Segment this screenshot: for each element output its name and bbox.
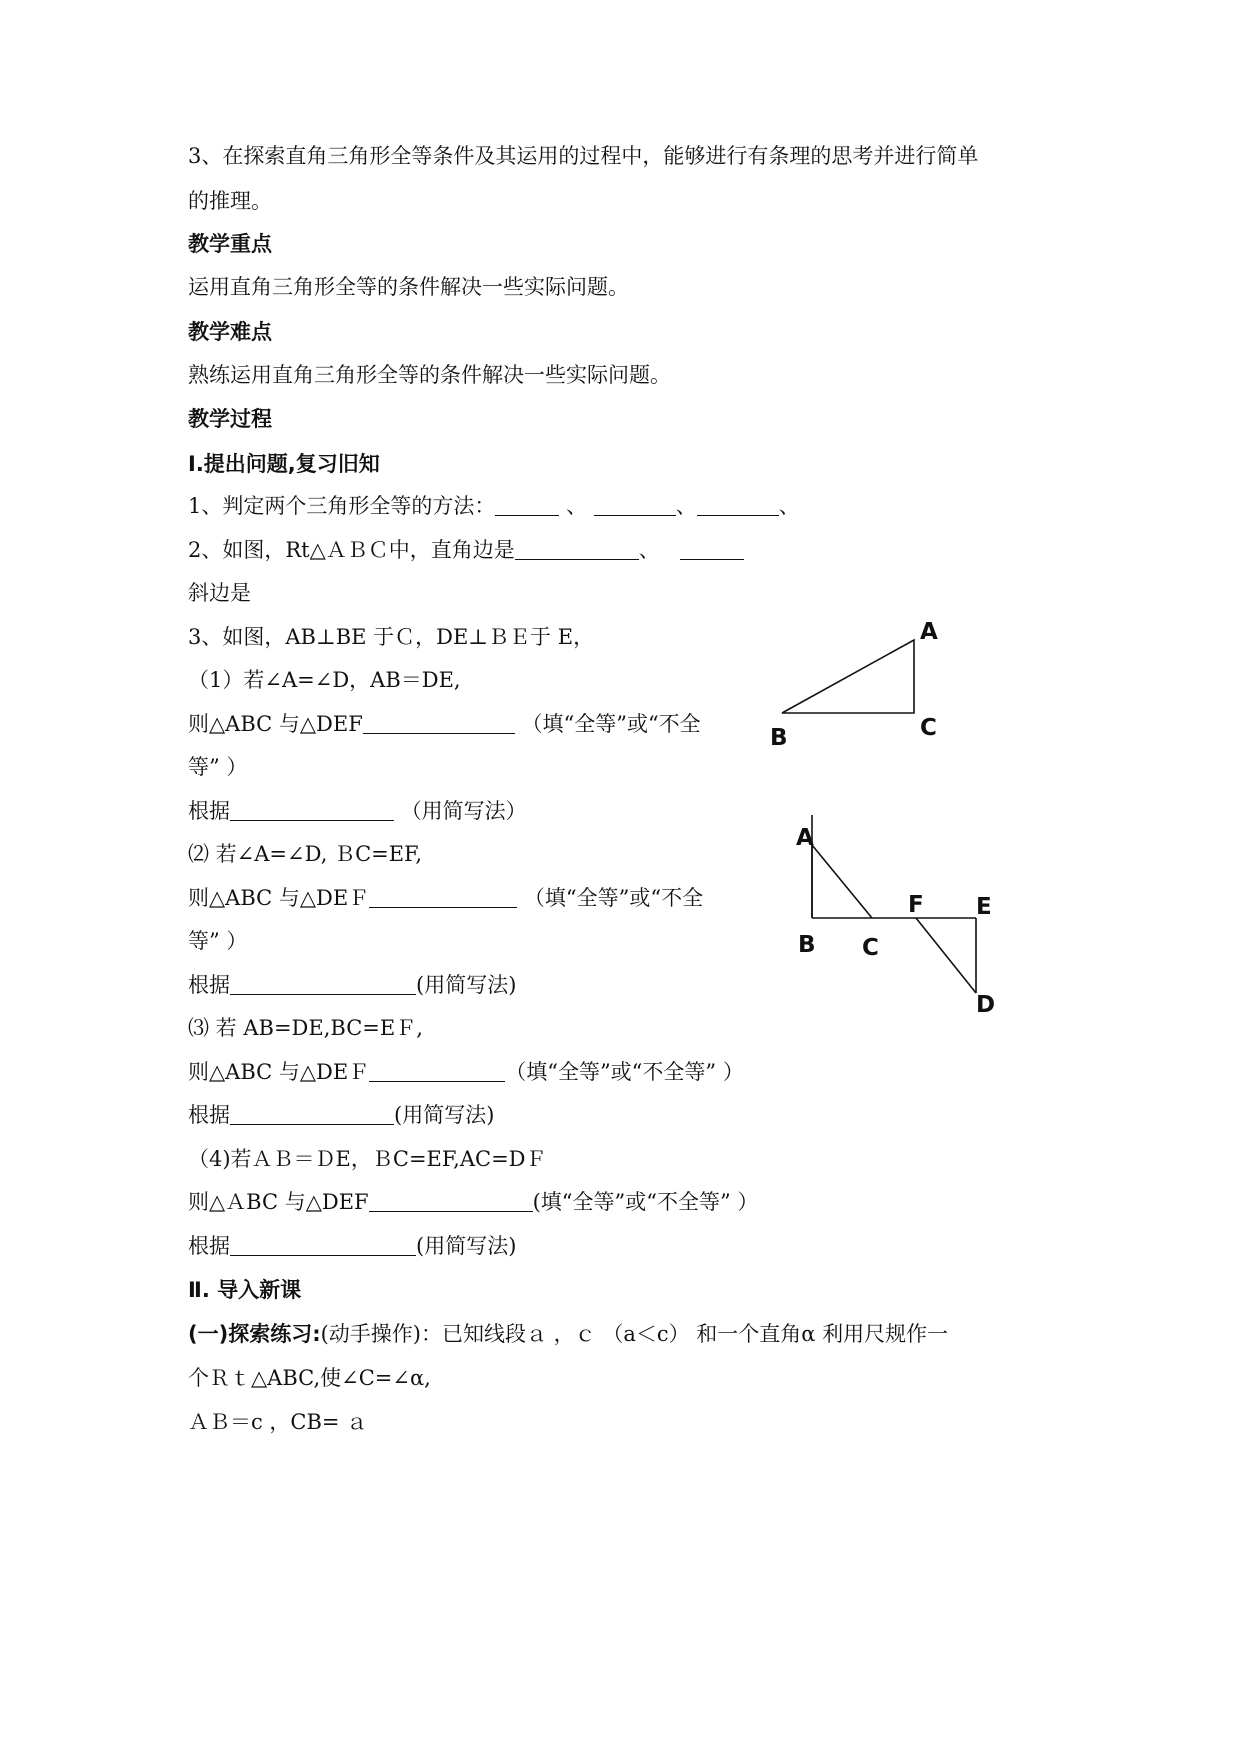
- vertex-label-b: B: [770, 725, 788, 745]
- basis-label: 根据: [188, 1234, 230, 1258]
- segment-ac: [812, 845, 872, 918]
- then-text: 则△ABC 与△DEＦ: [188, 886, 370, 910]
- then-text: 则△ABC 与△DEＦ: [188, 1060, 370, 1084]
- answer-blank[interactable]: [369, 1193, 533, 1212]
- objective-3-line2: 的推理。: [188, 189, 272, 213]
- q3-part4-basis: [188, 1232, 516, 1260]
- figure-two-triangles: [780, 815, 1020, 1015]
- q3-part4-then: [188, 1188, 758, 1216]
- vertex-label-b: B: [798, 932, 816, 958]
- answer-blank[interactable]: [594, 497, 676, 516]
- q3-part2-fill-note-cont: 等” ）: [188, 929, 248, 953]
- difficulty-text: 熟练运用直角三角形全等的条件解决一些实际问题。: [188, 363, 671, 387]
- basis-note: (用简写法): [416, 973, 517, 997]
- answer-blank[interactable]: [230, 976, 416, 995]
- explore-line3: ＡＢ＝c ，CB= ａ: [188, 1410, 368, 1434]
- question-2-text: 2、如图，Rt△ＡＢＣ中，直角边是: [188, 538, 515, 562]
- basis-note: (用简写法): [416, 1234, 517, 1258]
- question-1-text: 1、判定两个三角形全等的方法：: [188, 494, 496, 518]
- fill-note: （填“全等”或“不全等” ）: [505, 1060, 744, 1084]
- answer-blank[interactable]: [697, 497, 779, 516]
- answer-blank[interactable]: [230, 802, 394, 821]
- basis-note: （用简写法）: [400, 799, 527, 823]
- segment-fd: [916, 918, 976, 993]
- separator: 、: [675, 494, 697, 518]
- question-3-intro: 3、如图，AB⊥BE 于Ｃ，DE⊥ＢＥ于 E，: [188, 625, 595, 649]
- explore-text: (动手操作)：已知线段ａ ，ｃ （a＜c） 和一个直角α 利用尺规作一: [320, 1322, 949, 1346]
- separator: 、: [638, 538, 660, 562]
- key-point-heading: 教学重点: [188, 232, 272, 256]
- q3-part3-condition: ⑶ 若 AB=DE,BC=EＦ,: [188, 1016, 423, 1040]
- question-1: [188, 492, 800, 520]
- process-heading: 教学过程: [188, 407, 272, 431]
- q3-part1-condition: （1）若∠A=∠D，AB＝DE,: [188, 668, 461, 692]
- q3-part3-basis: [188, 1101, 494, 1129]
- explore-label: (一)探索练习:: [188, 1322, 321, 1346]
- vertex-label-e: E: [976, 894, 992, 920]
- basis-label: 根据: [188, 1103, 230, 1127]
- key-point-text: 运用直角三角形全等的条件解决一些实际问题。: [188, 275, 629, 299]
- answer-blank[interactable]: [230, 1106, 394, 1125]
- vertex-label-a: A: [796, 825, 814, 851]
- triangle-abc: [782, 640, 914, 713]
- vertex-label-f: F: [908, 892, 924, 918]
- answer-blank[interactable]: [680, 541, 744, 560]
- q3-part1-basis: [188, 797, 527, 825]
- explore-line2: 个Ｒｔ△ABC,使∠C=∠α,: [188, 1366, 431, 1390]
- fill-note: （填“全等”或“不全: [523, 886, 704, 910]
- explore-exercise: [188, 1320, 948, 1348]
- answer-blank[interactable]: [495, 497, 559, 516]
- vertex-label-d: D: [976, 992, 996, 1015]
- fill-note: （填“全等”或“不全: [521, 712, 701, 736]
- q3-part1-fill-note-cont: 等” ）: [188, 755, 248, 779]
- q3-part2-basis: [188, 971, 516, 999]
- fill-note: (填“全等”或“不全等” ）: [532, 1190, 759, 1214]
- question-2-hypotenuse: 斜边是: [188, 581, 251, 605]
- section1-heading: Ⅰ.提出问题,复习旧知: [188, 452, 380, 476]
- answer-blank[interactable]: [230, 1237, 416, 1256]
- question-2: [188, 536, 744, 564]
- q3-part1-then: [188, 710, 701, 738]
- basis-label: 根据: [188, 973, 230, 997]
- section2-heading: Ⅱ. 导入新课: [188, 1278, 302, 1302]
- separator: 、: [778, 494, 800, 518]
- separator: 、: [566, 494, 588, 518]
- answer-blank[interactable]: [363, 715, 515, 734]
- vertex-label-a: A: [920, 619, 938, 645]
- vertex-label-c: C: [920, 715, 937, 741]
- q3-part2-then: [188, 884, 703, 912]
- q3-part2-condition: ⑵ 若∠A=∠D, ＢC=EF,: [188, 842, 423, 866]
- q3-part4-condition: （4)若ＡＢ＝ＤE，ＢC=EF,AC=DＦ: [188, 1147, 547, 1171]
- figure-right-triangle-abc: [760, 615, 960, 745]
- q3-part3-then: [188, 1058, 744, 1086]
- answer-blank[interactable]: [369, 889, 517, 908]
- basis-note: (用简写法): [394, 1103, 495, 1127]
- then-text: 则△ＡBC 与△DEF: [188, 1190, 369, 1214]
- answer-blank[interactable]: [369, 1063, 505, 1082]
- answer-blank[interactable]: [515, 541, 639, 560]
- difficulty-heading: 教学难点: [188, 320, 272, 344]
- vertex-label-c: C: [862, 935, 879, 961]
- then-text: 则△ABC 与△DEF: [188, 712, 363, 736]
- basis-label: 根据: [188, 799, 230, 823]
- objective-3-line1: 3、在探索直角三角形全等条件及其运用的过程中，能够进行有条理的思考并进行简单: [188, 144, 979, 168]
